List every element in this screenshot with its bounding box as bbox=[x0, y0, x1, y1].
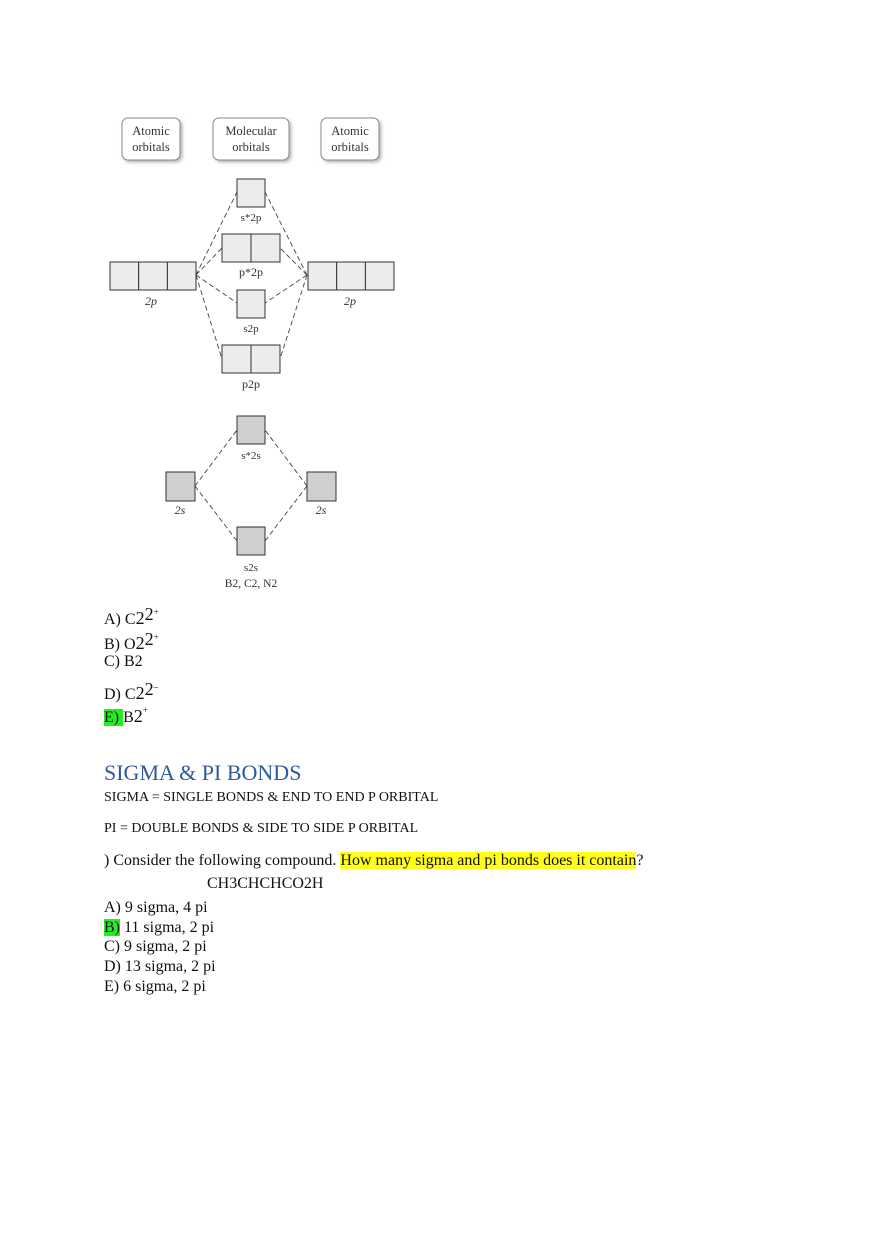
svg-text:orbitals: orbitals bbox=[232, 140, 270, 154]
sigma-definition: SIGMA = SINGLE BONDS & END TO END P ORBITAL bbox=[104, 790, 439, 805]
orbital-pi-star-2p bbox=[222, 234, 280, 262]
q1-option-b: B) O22+ bbox=[104, 629, 159, 653]
svg-text:orbitals: orbitals bbox=[132, 140, 170, 154]
q1-option-a: A) C22+ bbox=[104, 604, 159, 628]
orbital-pi-2p bbox=[222, 345, 280, 373]
section-heading: SIGMA & PI BONDS bbox=[104, 760, 302, 785]
label-sigma-star-2p: s*2p bbox=[240, 212, 262, 224]
svg-text:Molecular: Molecular bbox=[225, 124, 277, 138]
svg-text:orbitals: orbitals bbox=[331, 140, 369, 154]
label-sigma-2s: s2s bbox=[243, 562, 259, 574]
header-atomic-orbitals-right bbox=[321, 118, 379, 160]
svg-text:Atomic: Atomic bbox=[331, 124, 369, 138]
q2-option-c: C) 9 sigma, 2 pi bbox=[104, 938, 207, 955]
q2-option-d: D) 13 sigma, 2 pi bbox=[104, 958, 216, 975]
label-pi-star-2p: p*2p bbox=[239, 265, 263, 279]
question-highlight: How many sigma and pi bonds does it contain bbox=[340, 852, 637, 869]
orbital-sigma-2p bbox=[237, 290, 265, 318]
header-molecular-orbitals bbox=[213, 118, 289, 160]
orbital-2p-right bbox=[308, 262, 394, 290]
question-2: ) Consider the following compound. How many sigma and pi bonds does it contain? bbox=[104, 852, 644, 869]
label-2s-right: 2s bbox=[315, 503, 327, 517]
answer-highlight: B) bbox=[104, 919, 120, 936]
orbital-sigma-star-2p bbox=[237, 179, 265, 207]
orbital-2s-right bbox=[307, 472, 336, 501]
q1-option-c: C) B2 bbox=[104, 653, 143, 670]
label-2p-left: 2p bbox=[145, 294, 157, 308]
compound-formula: CH3CHCHCO2H bbox=[207, 875, 324, 892]
q2-option-a: A) 9 sigma, 4 pi bbox=[104, 899, 208, 916]
q2-option-b: B) 11 sigma, 2 pi bbox=[104, 919, 215, 936]
label-sigma-star-2s: s*2s bbox=[241, 450, 261, 462]
label-species: B2, C2, N2 bbox=[224, 578, 278, 590]
orbital-2s-left bbox=[166, 472, 195, 501]
q1-option-d: D) C22– bbox=[104, 679, 159, 703]
answer-highlight: E) bbox=[104, 709, 124, 726]
label-pi-2p: p2p bbox=[242, 377, 260, 391]
orbital-2p-left bbox=[110, 262, 196, 290]
pi-definition: PI = DOUBLE BONDS & SIDE TO SIDE P ORBITAL bbox=[104, 821, 419, 836]
correlation-lines-2s bbox=[195, 430, 307, 541]
q2-option-e: E) 6 sigma, 2 pi bbox=[104, 978, 206, 995]
label-2p-right: 2p bbox=[344, 294, 356, 308]
orbital-sigma-2s bbox=[237, 527, 265, 555]
header-atomic-orbitals-left bbox=[122, 118, 180, 160]
label-sigma-2p: s2p bbox=[243, 323, 259, 335]
q1-option-e: E) B2+ bbox=[104, 705, 148, 726]
orbital-sigma-star-2s bbox=[237, 416, 265, 444]
mo-diagram bbox=[100, 110, 400, 600]
label-2s-left: 2s bbox=[174, 503, 186, 517]
svg-text:Atomic: Atomic bbox=[132, 124, 170, 138]
